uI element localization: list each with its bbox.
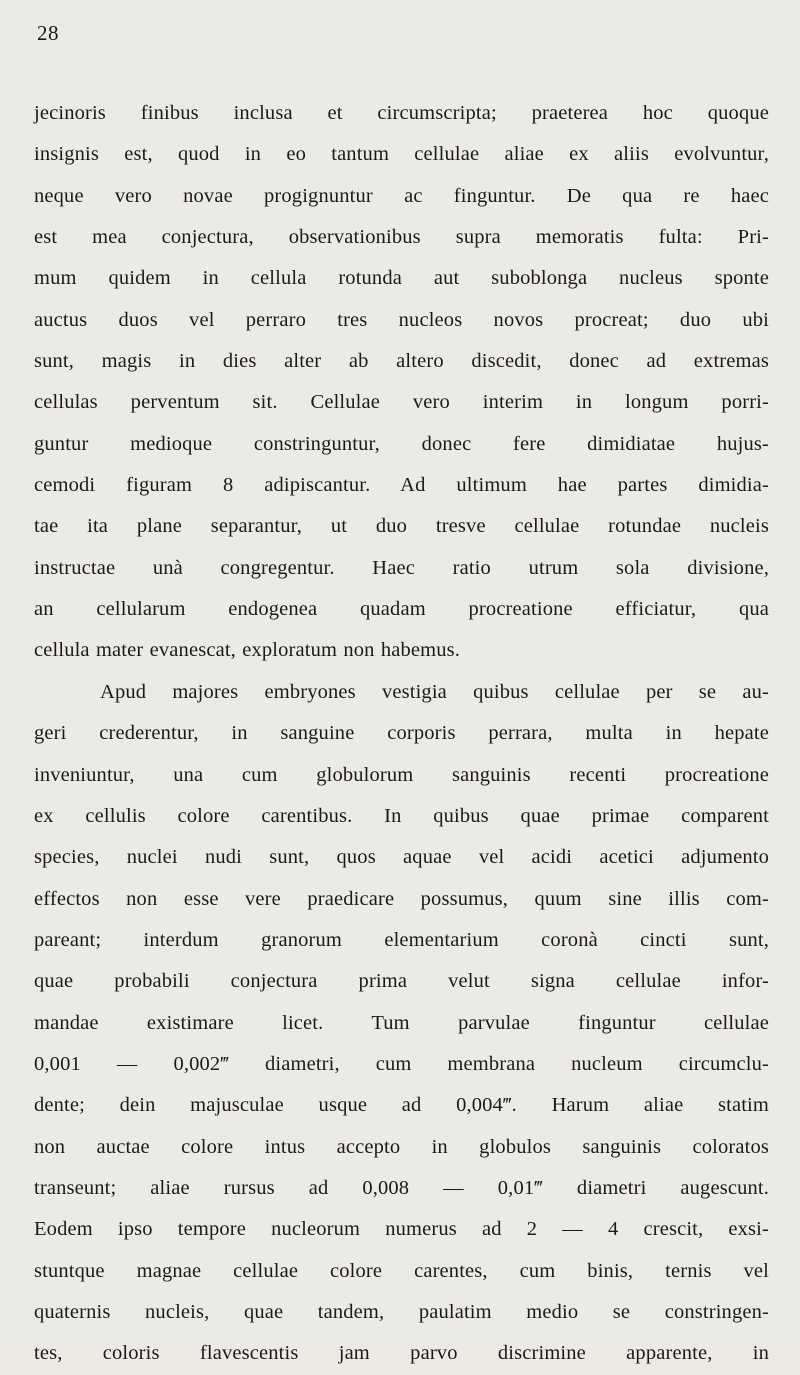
text-line: 0,001 — 0,002‴ diametri, cum membrana nucleum circumclu- [34, 1052, 769, 1075]
text-line: non auctae colore intus accepto in globulos sanguinis coloratos [34, 1135, 769, 1158]
body-text [34, 93, 769, 1375]
text-line: guntur medioque constringuntur, donec fere dimidiatae hujus- [34, 432, 769, 455]
text-line: quaternis nucleis, quae tandem, paulatim medio se constringen- [34, 1300, 769, 1323]
text-line: tes, coloris flavescentis jam parvo discrimine apparente, in [34, 1342, 769, 1365]
text-line: inveniuntur, una cum globulorum sanguinis recenti procreatione [34, 763, 769, 786]
text-line: cemodi figuram 8 adipiscantur. Ad ultimum hae partes dimidia- [34, 474, 769, 497]
text-line: cellulas perventum sit. Cellulae vero interim in longum porri- [34, 391, 769, 414]
text-line: mum quidem in cellula rotunda aut suboblonga nucleus sponte [34, 267, 769, 290]
page-number: 28 [37, 21, 59, 45]
paragraph-last-line: cellula mater evanescat, exploratum non habemus. [34, 639, 461, 662]
text-line: effectos non esse vere praedicare possumus, quum sine illis com- [34, 887, 769, 910]
text-line: jecinoris finibus inclusa et circumscripta; praeterea hoc quoque [34, 102, 769, 124]
text-line: instructae unà congregentur. Haec ratio utrum sola divisione, [34, 556, 769, 579]
text-line: species, nuclei nudi sunt, quos aquae vel acidi acetici adjumento [34, 846, 769, 869]
text-line: insignis est, quod in eo tantum cellulae aliae ex aliis evolvuntur, [34, 143, 769, 166]
text-line: pareant; interdum granorum elementarium coronà cincti sunt, [34, 928, 769, 951]
text-line: auctus duos vel perraro tres nucleos novos procreat; duo ubi [34, 308, 769, 331]
text-line: geri crederentur, in sanguine corporis perrara, multa in hepate [34, 722, 769, 745]
text-line: transeunt; aliae rursus ad 0,008 — 0,01‴ diametri augescunt. [34, 1176, 769, 1199]
paragraph-first-line: Apud majores embryones vestigia quibus cellulae per se au- [100, 680, 769, 703]
text-line: Eodem ipso tempore nucleorum numerus ad 2 — 4 crescit, exsi- [34, 1218, 769, 1241]
text-line: an cellularum endogenea quadam procreatione efficiatur, qua [34, 598, 769, 621]
text-line: ex cellulis colore carentibus. In quibus quae primae comparent [34, 804, 769, 827]
text-line: quae probabili conjectura prima velut signa cellulae infor- [34, 970, 769, 993]
text-line: tae ita plane separantur, ut duo tresve cellulae rotundae nucleis [34, 515, 769, 538]
text-line: neque vero novae progignuntur ac finguntur. De qua re haec [34, 184, 769, 207]
text-line: mandae existimare licet. Tum parvulae finguntur cellulae [34, 1011, 769, 1034]
text-line: dente; dein majusculae usque ad 0,004‴. Harum aliae statim [34, 1094, 769, 1117]
text-line: stuntque magnae cellulae colore carentes, cum binis, ternis vel [34, 1259, 769, 1282]
text-line: sunt, magis in dies alter ab altero discedit, donec ad extremas [34, 350, 769, 373]
text-line: est mea conjectura, observationibus supra memoratis fulta: Pri- [34, 226, 769, 249]
